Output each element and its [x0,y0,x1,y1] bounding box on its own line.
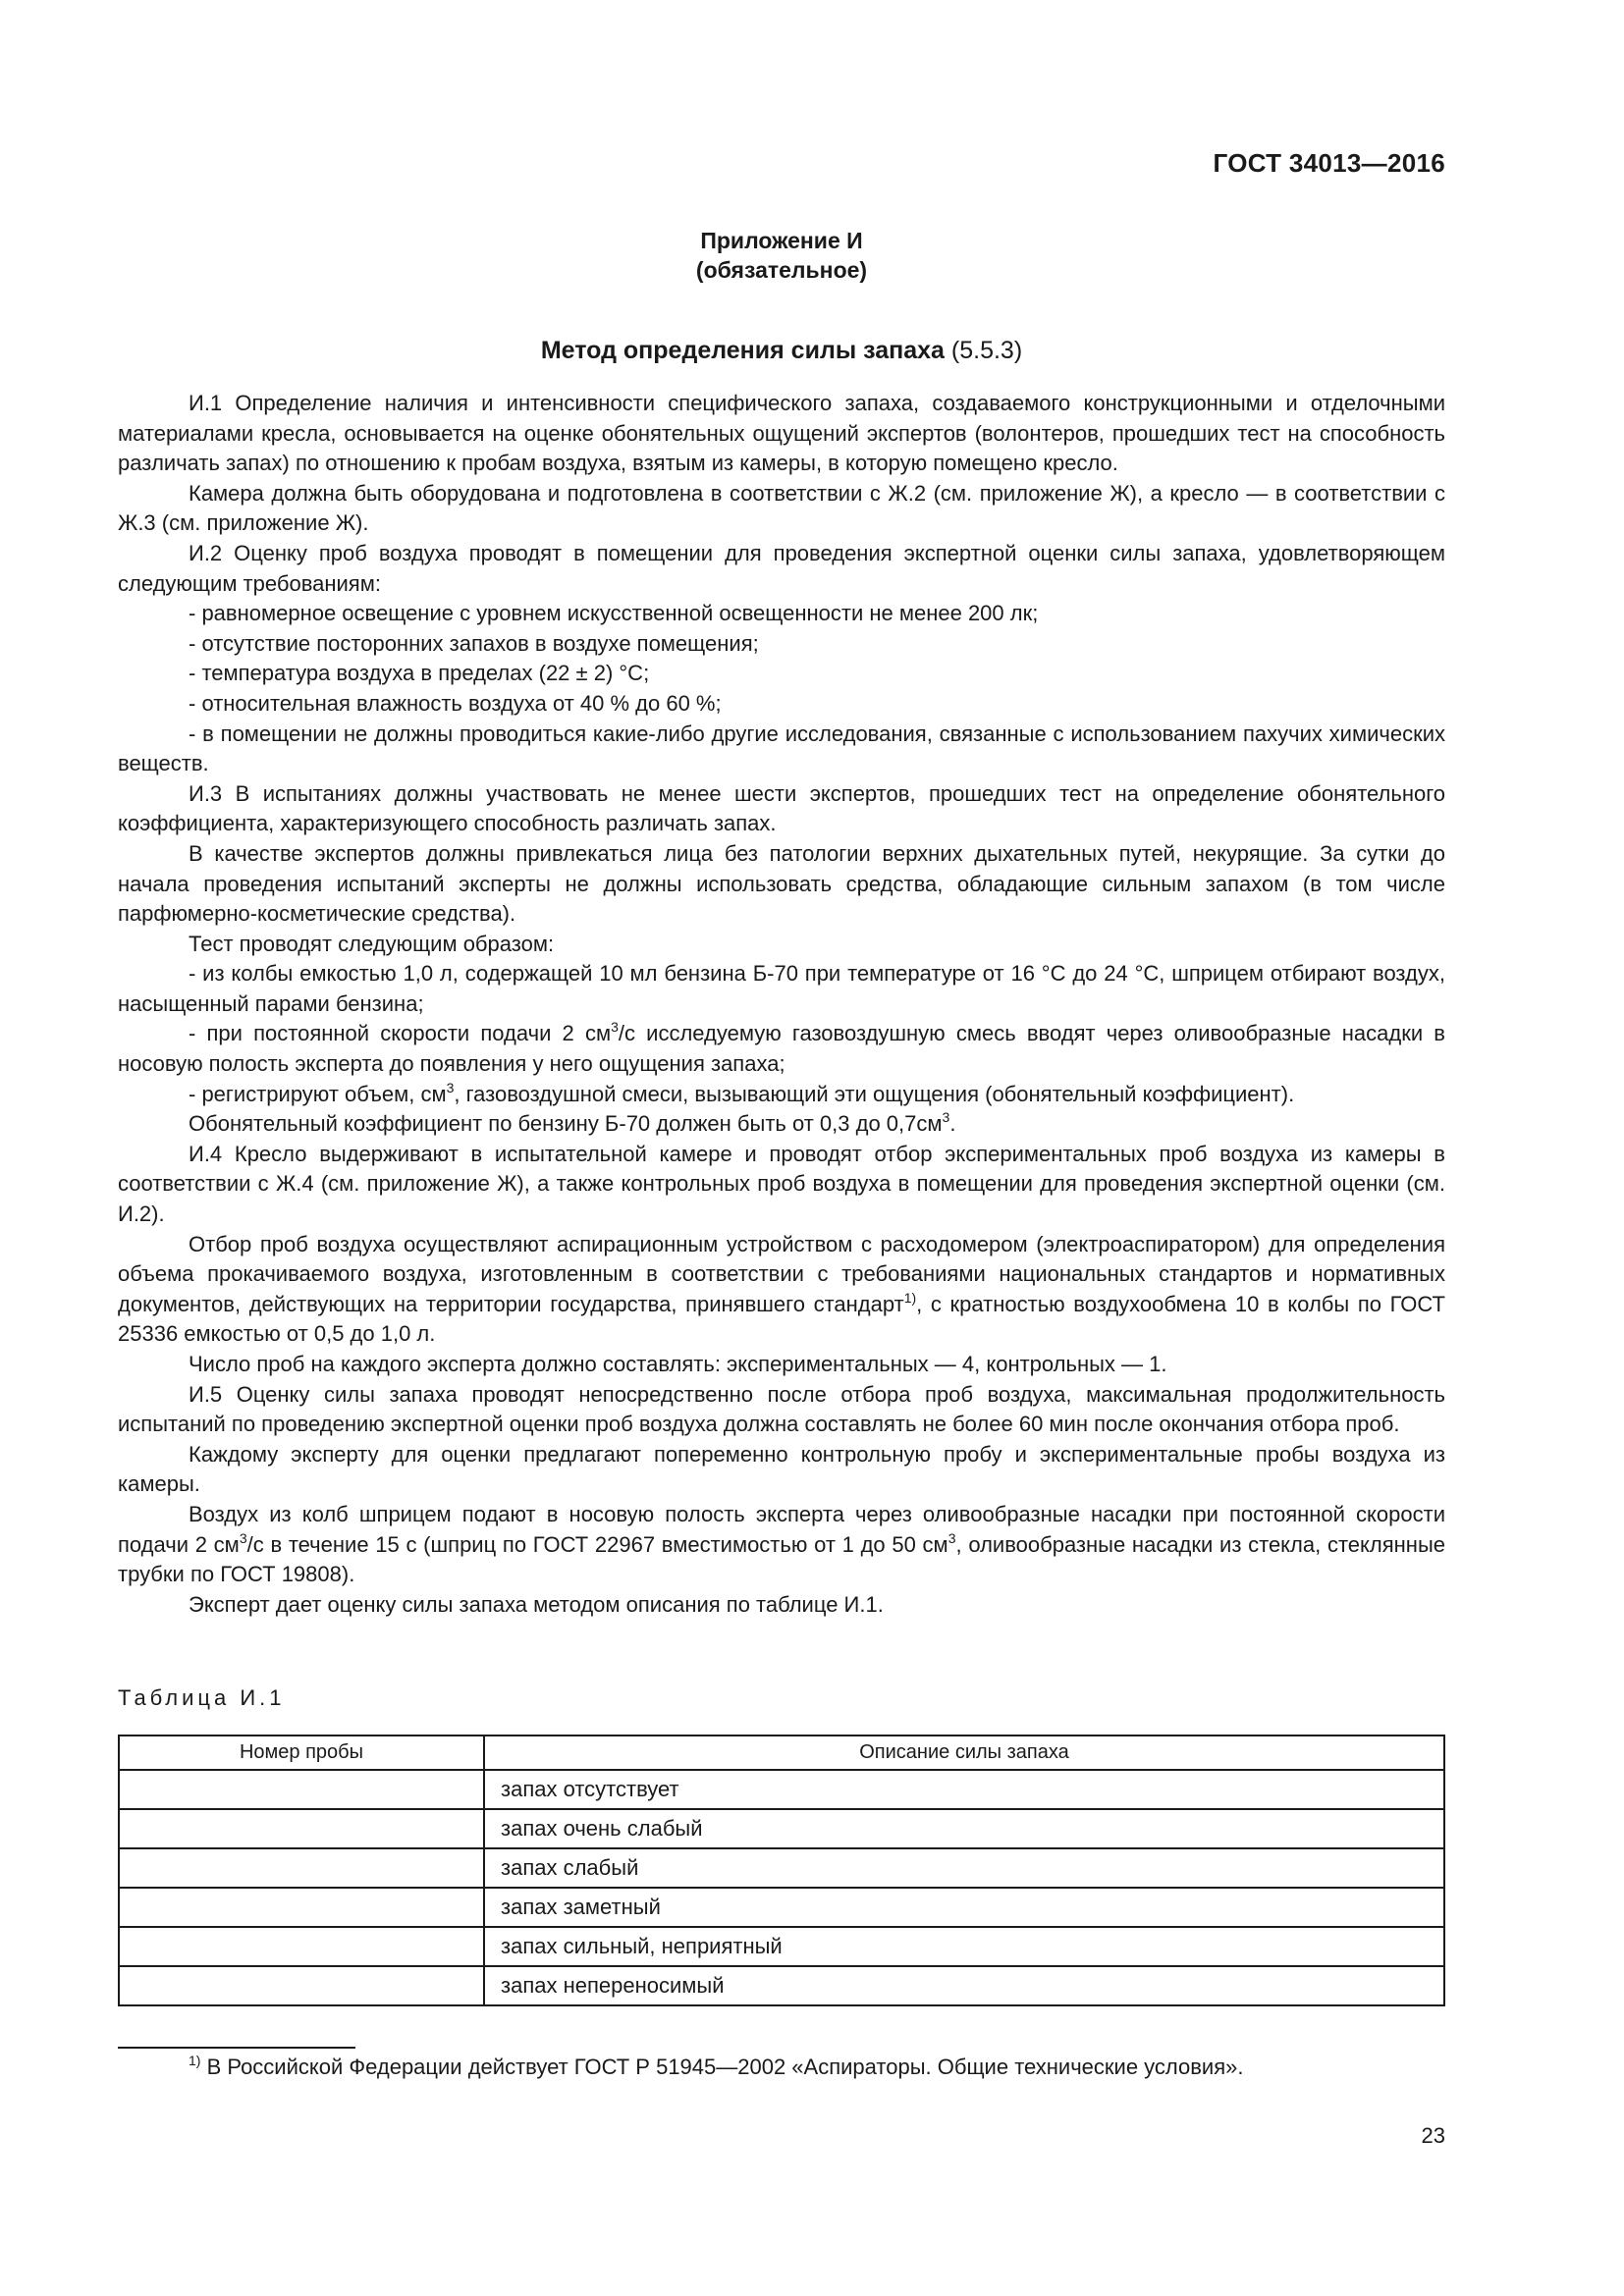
method-title [118,337,1445,365]
table-caption: Таблица И.1 [118,1685,286,1710]
odor-description-cell: запах слабый [484,1848,1444,1888]
appendix-status: (обязательное) [695,257,868,283]
column-header-odor-description: Описание силы запаха [484,1735,1444,1770]
text-run: - регистрируют объем, см [189,1081,447,1106]
paragraph: И.3 В испытаниях должны участвовать не менее шести экспертов, прошедших тест на определение обонятельного коэффициента, характеризующего способность различать запах. [118,780,1445,836]
text-run: Обонятельный коэффициент по бензину Б-70 должен быть от 0,3 до 0,7см [189,1111,943,1137]
sample-number-cell [119,1966,484,2005]
footnote [189,2055,1243,2080]
text-run: , оливообразные насадки из стекла, стеклянные трубки по ГОСТ 19808). [118,1531,1445,1587]
list-item: - температура воздуха в пределах (22 ± 2) °С; [189,661,650,686]
paragraph: И.2 Оценку проб воздуха проводят в помещении для проведения экспертной оценки силы запаха, удовлетворяющем следующим требованиям: [118,540,1445,596]
footnote-text: В Российской Федерации действует ГОСТ Р 51945—2002 «Аспираторы. Общие технические условия». [206,2055,1244,2079]
text-run: /с исследуемую газовоздушную смесь вводят через оливообразные насадки в носовую полость эксперта до появления у него ощущения запаха; [118,1021,1445,1077]
list-item: - равномерное освещение с уровнем искусственной освещенности не менее 200 лк; [189,601,1039,626]
list-item [118,1080,1445,1110]
superscript: 3 [239,1529,247,1546]
paragraph: И.1 Определение наличия и интенсивности специфического запаха, создаваемого конструкционными и отделочными материалами кресла, основывается на оценке обонятельных ощущений экспертов (волонтеров, прошедших тест на способность различать запах) по отношению к пробам воздуха, взятым из камеры, в которую помещено кресло. [118,391,1445,476]
odor-description-cell: запах сильный, неприятный [484,1927,1444,1966]
table-header-row [119,1735,1444,1770]
paragraph: Эксперт дает оценку силы запаха методом описания по таблице И.1. [189,1591,884,1617]
list-item [118,1019,1445,1079]
sample-number-cell [119,1848,484,1888]
text-run: Воздух из колб шприцем подают в носовую полость эксперта через оливообразные насадки при постоянной скорости подачи 2 см [118,1501,1445,1557]
odor-description-cell: запах непереносимый [484,1966,1444,2005]
appendix-title: Приложение И [700,228,863,253]
sample-number-cell [119,1927,484,1966]
method-title-ref: (5.5.3) [950,337,1023,364]
page-number: 23 [1421,2123,1445,2148]
list-item: - относительная влажность воздуха от 40 % до 60 %; [189,690,722,716]
paragraph [118,1109,1445,1140]
odor-description-cell: запах заметный [484,1888,1444,1927]
text-run: , газовоздушной смеси, вызывающий эти ощущения (обонятельный коэффициент). [454,1081,1295,1106]
paragraph: Каждому эксперту для оценки предлагают попеременно контрольную пробу и экспериментальные пробы воздуха из камеры. [118,1441,1445,1497]
body-text [118,389,1445,1620]
table-row [119,1966,1444,2005]
text-run: Отбор проб воздуха осуществляют аспирационным устройством с расходомером (электроаспиратором) для определения объема прокачиваемого воздуха, изготовленным в соответствии с требованиями национальных стандартов и нормативных документов, действующих на территории государства, принявшего стандарт [118,1231,1445,1316]
odor-description-cell: запах отсутствует [484,1770,1444,1809]
paragraph [118,1500,1445,1590]
paragraph: Тест проводят следующим образом: [189,931,555,956]
footnote-mark: 1) [189,2053,201,2068]
table-row [119,1848,1444,1888]
text-run: , с кратностью воздухообмена 10 в колбы по ГОСТ 25336 емкостью от 0,5 до 1,0 л. [118,1291,1445,1347]
footnote-divider [118,2047,355,2049]
text-run: /с в течение 15 с (шприц по ГОСТ 22967 вместимостью от 1 до 50 см [246,1531,948,1557]
sample-number-cell [119,1809,484,1848]
paragraph: Число проб на каждого эксперта должно составлять: экспериментальных — 4, контрольных — 1. [189,1352,1167,1376]
list-item: - в помещении не должны проводиться какие-либо другие исследования, связанные с использованием пахучих химических веществ. [118,721,1445,776]
table-row [119,1809,1444,1848]
list-item: - из колбы емкостью 1,0 л, содержащей 10 мл бензина Б-70 при температуре от 16 °С до 24 °С, шприцем отбирают воздух, насыщенный парами бензина; [118,961,1445,1016]
method-title-text: Метод определения силы запаха [540,337,945,364]
footnote-ref: 1) [903,1289,917,1306]
superscript: 3 [446,1079,455,1095]
table-row [119,1770,1444,1809]
paragraph: И.4 Кресло выдерживают в испытательной камере и проводят отбор экспериментальных проб воздуха из камеры в соответствии с Ж.4 (см. приложение Ж), а также контрольных проб воздуха в помещении для проведения экспертной оценки (см. И.2). [118,1141,1445,1227]
text-run: - при постоянной скорости подачи 2 см [189,1021,612,1046]
list-item: - отсутствие посторонних запахов в воздухе помещения; [189,630,759,656]
column-header-sample-number: Номер пробы [119,1735,484,1770]
paragraph: И.5 Оценку силы запаха проводят непосредственно после отбора проб воздуха, максимальная продолжительность испытаний по проведению экспертной оценки проб воздуха должна составлять не более 60 мин после окончания отбора проб. [118,1381,1445,1437]
sample-number-cell [119,1770,484,1809]
sample-number-cell [119,1888,484,1927]
table-row [119,1927,1444,1966]
appendix-heading [118,226,1445,285]
odor-strength-table [118,1735,1445,2006]
paragraph: В качестве экспертов должны привлекаться лица без патологии верхних дыхательных путей, некурящие. За сутки до начала проведения испытаний эксперты не должны использовать средства, обладающие сильным запахом (в том числе парфюмерно-косметические средства). [118,840,1445,927]
standard-number: ГОСТ 34013—2016 [1213,148,1445,178]
odor-description-cell: запах очень слабый [484,1809,1444,1848]
superscript: 3 [942,1109,950,1126]
superscript: 3 [611,1019,619,1036]
paragraph [118,1230,1445,1350]
table-row [119,1888,1444,1927]
paragraph: Камера должна быть оборудована и подготовлена в соответствии с Ж.2 (см. приложение Ж), а кресло — в соответствии с Ж.3 (см. приложение Ж). [118,480,1445,536]
superscript: 3 [947,1529,956,1546]
text-run: . [949,1111,956,1137]
